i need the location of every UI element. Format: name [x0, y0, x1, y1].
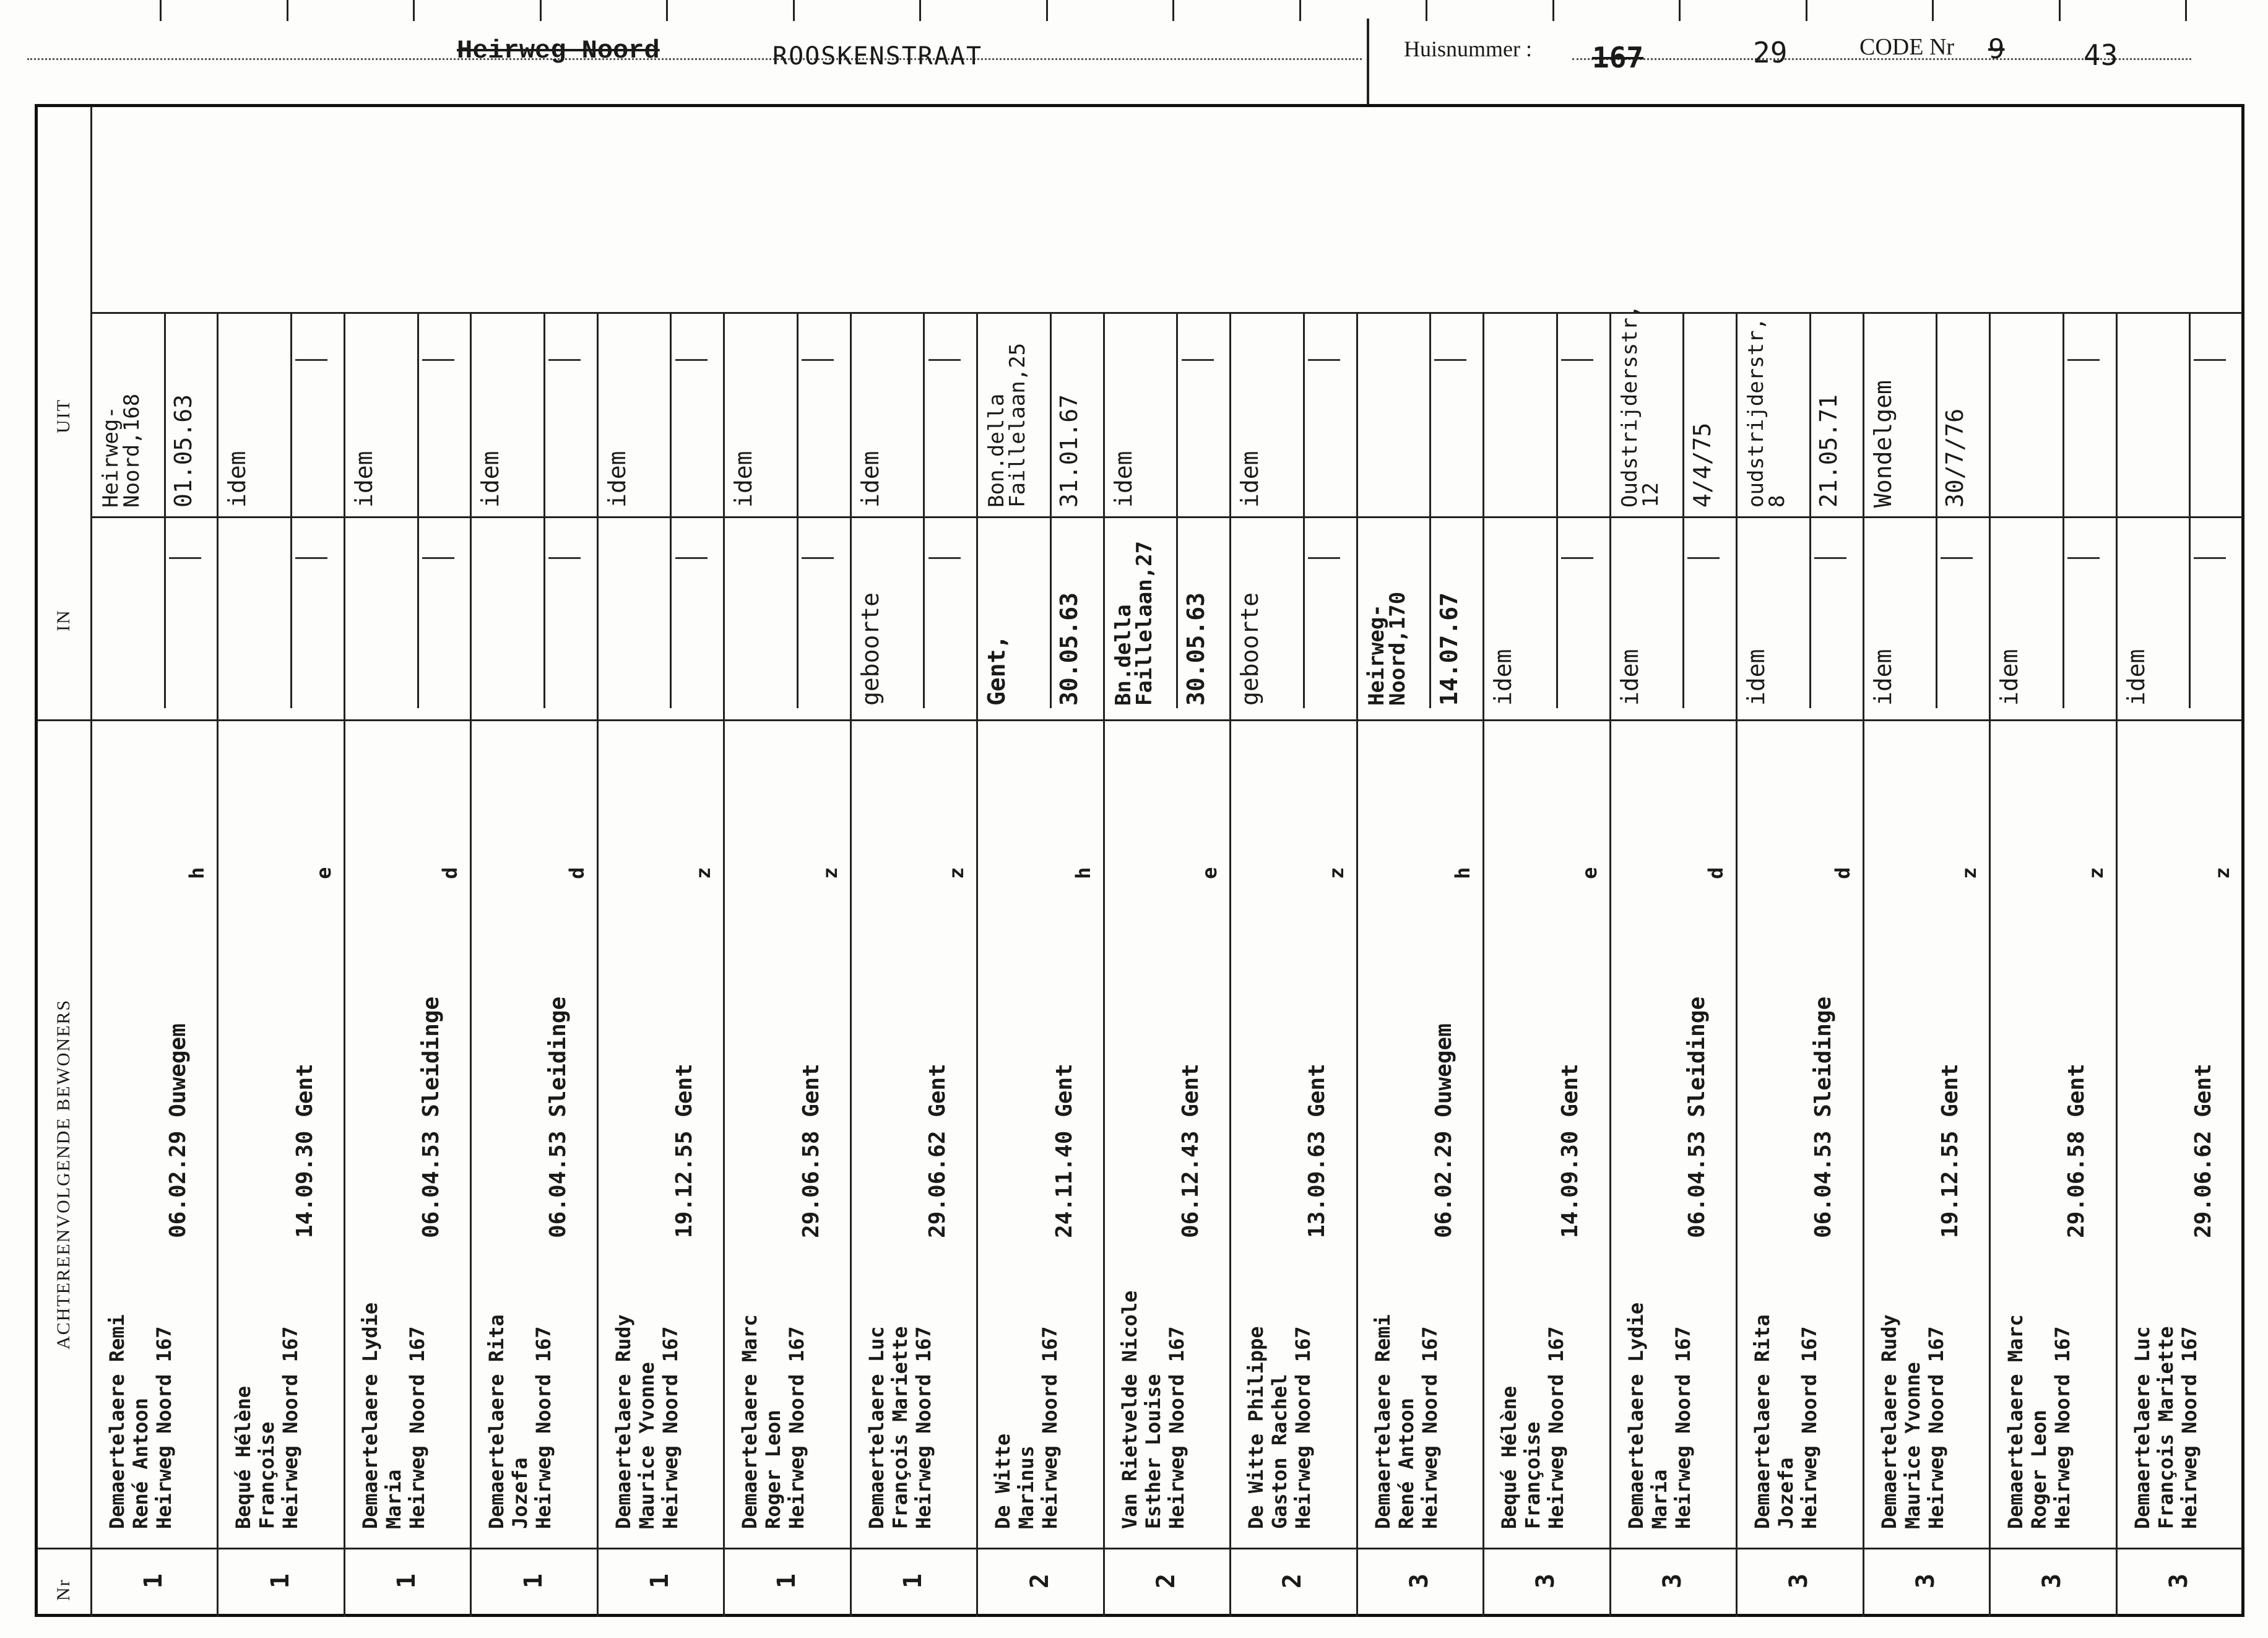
empty-mark: [675, 359, 708, 361]
in-subdivider: [290, 516, 292, 708]
empty-mark: [422, 557, 454, 559]
in-place: geboorte: [856, 592, 884, 706]
empty-mark: [548, 557, 581, 559]
row-number: 1: [519, 1573, 548, 1588]
uit-place: Oudstrijdersstr, 12: [1617, 305, 1663, 508]
birth-date-place: 06.02.29 Ouwegem: [1430, 1023, 1456, 1238]
row-divider: [470, 312, 472, 1617]
row-number: 1: [899, 1573, 928, 1588]
bottom-tick: [160, 0, 162, 21]
uit-place: idem: [477, 451, 504, 508]
in-subdivider: [2062, 516, 2064, 708]
row-number: 3: [1405, 1573, 1434, 1588]
empty-mark: [802, 557, 834, 559]
header-rule-left: [27, 58, 1362, 60]
resident-name: Demaertelaere Remi René Antoon Heirweg Noord 167: [1370, 1314, 1442, 1529]
row-divider: [1989, 312, 1991, 1617]
birth-date-place: 29.06.62 Gent: [2190, 1064, 2216, 1238]
row-number: 1: [266, 1573, 295, 1588]
row-divider: [1356, 312, 1358, 1617]
row-number: 1: [392, 1573, 422, 1588]
birth-date-place: 29.06.58 Gent: [2064, 1064, 2090, 1238]
empty-mark: [928, 557, 961, 559]
in-date: 30.05.63: [1182, 592, 1210, 706]
birth-date-place: 14.09.30 Gent: [1557, 1064, 1583, 1238]
empty-mark: [802, 359, 834, 361]
row-number: 3: [1911, 1573, 1940, 1588]
resident-name: Demaertelaere Lydie Maria Heirweg Noord 167: [358, 1302, 429, 1529]
row-number: 3: [1531, 1573, 1560, 1588]
in-place: Bn.della Faillelaan,27: [1110, 540, 1157, 706]
bottom-tick: [1806, 0, 1807, 21]
row-divider: [976, 312, 978, 1617]
uit-date: 21.05.71: [1814, 394, 1842, 508]
resident-name: Demaertelaere Rita Jozefa Heirweg Noord 167: [485, 1314, 556, 1529]
in-place: geboorte: [1236, 592, 1264, 706]
resident-name: Demaertelaere Luc François Mariette Heirweg Noord 167: [2130, 1326, 2201, 1529]
row-number: 3: [1785, 1573, 1814, 1588]
uit-subdivider: [1809, 312, 1811, 516]
huisnummer-old: 167: [1592, 41, 1644, 74]
empty-mark: [295, 557, 327, 559]
in-subdivider: [670, 516, 672, 708]
uit-date: 30/7/76: [1941, 408, 1969, 508]
resident-name: Demaertelaere Lydie Maria Heirweg Noord 167: [1624, 1302, 1695, 1529]
empty-mark: [675, 557, 708, 559]
uit-place: Wondelgem: [1869, 380, 1897, 508]
row-divider: [1229, 312, 1231, 1617]
uit-subdivider: [797, 312, 799, 516]
resident-name: Bequé Hélène Françoise Heirweg Noord 167: [232, 1326, 303, 1529]
in-date: 30.05.63: [1055, 592, 1083, 706]
uit-subdivider: [923, 312, 925, 516]
birth-date-place: 13.09.63 Gent: [1304, 1064, 1330, 1238]
empty-mark: [1941, 557, 1973, 559]
bottom-tick: [1679, 0, 1681, 21]
uit-place: Bon.della Faillelaan,25: [984, 342, 1031, 508]
empty-mark: [1561, 557, 1593, 559]
resident-name: Demaertelaere Marc Roger Leon Heirweg Noord 167: [2004, 1314, 2075, 1529]
empty-mark: [928, 359, 961, 361]
in-subdivider: [1936, 516, 1937, 708]
bottom-tick: [2185, 0, 2187, 21]
in-place: idem: [1996, 649, 2023, 706]
resident-name: De Witte Philippe Gaston Rachel Heirweg Noord 167: [1244, 1326, 1315, 1529]
in-subdivider: [1050, 516, 1052, 708]
resident-name: Demaertelaere Remi René Antoon Heirweg Noord 167: [105, 1314, 176, 1529]
bottom-tick: [2059, 0, 2061, 21]
empty-mark: [1814, 557, 1846, 559]
gender-code: z: [1324, 867, 1348, 879]
empty-mark: [2194, 557, 2226, 559]
in-subdivider: [797, 516, 799, 708]
row-divider: [723, 312, 725, 1617]
uit-place: idem: [856, 451, 884, 508]
uit-place: oudstrijderstr, 8: [1744, 317, 1790, 508]
in-subdivider: [1556, 516, 1558, 708]
empty-mark: [169, 557, 201, 559]
code-new: 43: [2084, 38, 2118, 72]
uit-date: 4/4/75: [1688, 422, 1716, 508]
in-subdivider: [923, 516, 925, 708]
row-divider: [1863, 312, 1864, 1617]
code-old: 9: [1988, 33, 2005, 65]
birth-date-place: 06.04.53 Sleidinge: [1811, 996, 1837, 1238]
in-subdivider: [164, 516, 166, 708]
resident-name: Demaertelaere Rita Jozefa Heirweg Noord 167: [1751, 1314, 1822, 1529]
row-divider: [1482, 312, 1484, 1617]
huisnummer-new: 29: [1753, 36, 1788, 69]
row-divider: [597, 312, 599, 1617]
bottom-tick: [1552, 0, 1554, 21]
empty-mark: [2067, 557, 2100, 559]
row-number: 2: [1278, 1573, 1307, 1588]
in-subdivider: [1176, 516, 1178, 708]
uit-subdivider: [1176, 312, 1178, 516]
uit-subdivider: [1429, 312, 1431, 516]
empty-mark: [1687, 557, 1720, 559]
uit-place: Heirweg- Noord,168: [98, 393, 144, 508]
in-place: idem: [1742, 649, 1770, 706]
bottom-tick: [1299, 0, 1301, 21]
column-header-bewoners: ACHTEREENVOLGENDE BEWONERS: [53, 999, 74, 1350]
row-divider: [850, 312, 852, 1617]
row-number: 1: [139, 1573, 168, 1588]
gender-code: z: [945, 867, 969, 879]
in-place: idem: [1616, 649, 1643, 706]
bottom-tick: [1046, 0, 1048, 21]
in-subdivider: [1809, 516, 1811, 708]
bottom-tick: [1426, 0, 1427, 21]
row-divider: [344, 312, 345, 1617]
uit-subdivider: [417, 312, 419, 516]
row-divider: [1103, 312, 1105, 1617]
uit-subdivider: [164, 312, 166, 516]
resident-name: Bequé Hélène Françoise Heirweg Noord 167: [1497, 1326, 1569, 1529]
gender-code: h: [1451, 867, 1475, 879]
bottom-tick: [540, 0, 542, 21]
section-divider-in-uit: [90, 516, 2242, 518]
column-header-in: IN: [53, 609, 74, 631]
bottom-tick: [666, 0, 668, 21]
bottom-tick: [919, 0, 921, 21]
resident-name: Demaertelaere Rudy Maurice Yvonne Heirweg Noord 167: [611, 1314, 682, 1529]
in-place: Heirweg- Noord,170: [1364, 591, 1410, 706]
uit-subdivider: [1556, 312, 1558, 516]
bottom-tick: [793, 0, 795, 21]
street-old: Heirweg Noord: [457, 36, 660, 66]
uit-subdivider: [2189, 312, 2191, 516]
row-number: 1: [772, 1573, 801, 1588]
in-date: 14.07.67: [1435, 592, 1463, 706]
section-divider-left: [90, 106, 92, 1617]
uit-subdivider: [290, 312, 292, 516]
birth-date-place: 29.06.62 Gent: [925, 1064, 951, 1238]
bottom-tick: [413, 0, 415, 21]
uit-place: idem: [730, 451, 758, 508]
birth-date-place: 06.04.53 Sleidinge: [545, 996, 571, 1238]
birth-date-place: 06.12.43 Gent: [1178, 1064, 1203, 1238]
uit-date: 31.01.67: [1055, 394, 1083, 508]
empty-mark: [548, 359, 581, 361]
in-subdivider: [2189, 516, 2191, 708]
gender-code: z: [818, 867, 842, 879]
row-number: 2: [1152, 1573, 1180, 1588]
gender-code: h: [185, 867, 209, 879]
birth-date-place: 19.12.55 Gent: [1937, 1064, 1963, 1238]
gender-code: e: [311, 867, 335, 879]
code-label: CODE Nr: [1859, 34, 1955, 60]
empty-mark: [1182, 359, 1214, 361]
bottom-tick: [1932, 0, 1934, 21]
in-subdivider: [1303, 516, 1305, 708]
empty-mark: [295, 359, 327, 361]
in-subdivider: [1682, 516, 1684, 708]
gender-code: d: [565, 867, 589, 879]
row-number: 3: [1658, 1573, 1687, 1588]
empty-mark: [1308, 359, 1340, 361]
in-place: idem: [2122, 649, 2150, 706]
birth-date-place: 14.09.30 Gent: [292, 1064, 318, 1238]
gender-code: e: [1577, 867, 1601, 879]
resident-name: De Witte Marinus Heirweg Noord 167: [991, 1326, 1062, 1529]
uit-place: idem: [603, 451, 631, 508]
empty-mark: [2194, 359, 2226, 361]
resident-name: Demaertelaere Luc François Mariette Heirweg Noord 167: [864, 1326, 935, 1529]
header-separator: [1367, 19, 1369, 105]
resident-name: Van Rietvelde Nicole Esther Louise Heirweg Noord 167: [1117, 1290, 1188, 1529]
in-subdivider: [543, 516, 545, 708]
gender-code: z: [2210, 867, 2234, 879]
birth-date-place: 06.02.29 Ouwegem: [165, 1023, 191, 1238]
bottom-tick: [1172, 0, 1174, 21]
uit-date: 01.05.63: [169, 394, 197, 508]
row-divider: [1609, 312, 1611, 1617]
street-new: ROOSKENSTRAAT: [773, 42, 983, 71]
gender-code: z: [2084, 867, 2108, 879]
column-header-nr: Nr: [53, 1579, 74, 1601]
section-divider-uit-top: [90, 312, 2242, 314]
uit-place: idem: [1236, 451, 1264, 508]
uit-subdivider: [2062, 312, 2064, 516]
empty-mark: [1561, 359, 1593, 361]
row-divider: [217, 312, 219, 1617]
birth-date-place: 24.11.40 Gent: [1051, 1064, 1077, 1238]
in-place: idem: [1869, 649, 1897, 706]
birth-date-place: 06.04.53 Sleidinge: [418, 996, 444, 1238]
row-number: 3: [2038, 1573, 2067, 1588]
uit-subdivider: [1682, 312, 1684, 516]
gender-code: d: [1830, 867, 1855, 879]
empty-mark: [1308, 557, 1340, 559]
uit-subdivider: [1936, 312, 1937, 516]
row-number: 1: [646, 1573, 675, 1588]
in-place: Gent,: [983, 635, 1011, 706]
gender-code: z: [1957, 867, 1981, 879]
row-number: 3: [2164, 1573, 2193, 1588]
birth-date-place: 19.12.55 Gent: [672, 1064, 698, 1238]
gender-code: d: [1704, 867, 1728, 879]
resident-name: Demaertelaere Rudy Maurice Yvonne Heirweg Noord 167: [1877, 1314, 1948, 1529]
empty-mark: [2067, 359, 2100, 361]
in-subdivider: [1429, 516, 1431, 708]
empty-mark: [422, 359, 454, 361]
in-place: idem: [1489, 649, 1517, 706]
uit-place: idem: [223, 451, 251, 508]
column-header-uit: UIT: [53, 399, 74, 433]
birth-date-place: 29.06.58 Gent: [798, 1064, 824, 1238]
gender-code: d: [438, 867, 462, 879]
row-number: 2: [1025, 1573, 1054, 1588]
gender-code: z: [691, 867, 716, 879]
row-divider: [1736, 312, 1738, 1617]
resident-name: Demaertelaere Marc Roger Leon Heirweg Noord 167: [738, 1314, 809, 1529]
uit-place: idem: [1109, 451, 1137, 508]
gender-code: e: [1198, 867, 1222, 879]
section-divider-names-in: [37, 719, 2242, 721]
section-divider-nr: [37, 1548, 2242, 1549]
uit-place: idem: [350, 451, 378, 508]
uit-subdivider: [543, 312, 545, 516]
huisnummer-label: Huisnummer :: [1404, 37, 1532, 61]
bottom-tick: [287, 0, 288, 21]
uit-subdivider: [1303, 312, 1305, 516]
birth-date-place: 06.04.53 Sleidinge: [1684, 996, 1710, 1238]
row-divider: [2116, 312, 2118, 1617]
uit-subdivider: [670, 312, 672, 516]
in-subdivider: [417, 516, 419, 708]
empty-mark: [1434, 359, 1466, 361]
uit-subdivider: [1050, 312, 1052, 516]
gender-code: h: [1071, 867, 1095, 879]
